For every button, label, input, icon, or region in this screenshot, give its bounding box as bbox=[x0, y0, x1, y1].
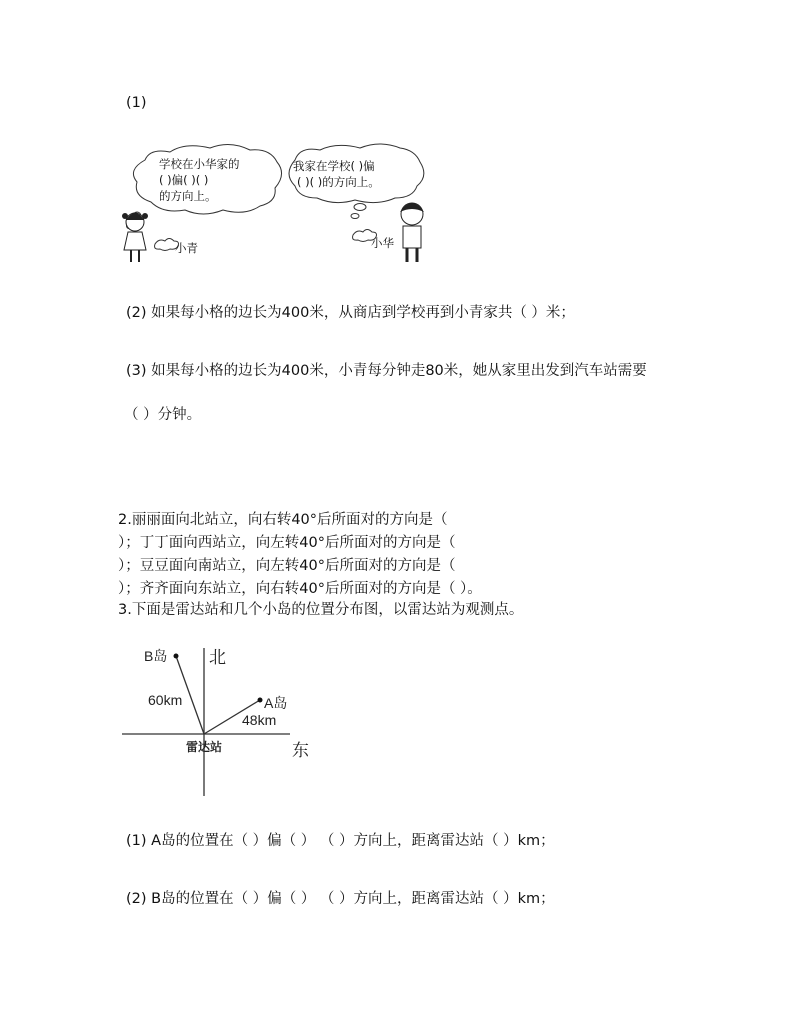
question3-sub2: (2) B岛的位置在（ ）偏（ ） （ ）方向上，距离雷达站（ ）km； bbox=[126, 891, 555, 907]
speech-illustration bbox=[115, 140, 455, 270]
island-b-label: B岛 bbox=[144, 648, 168, 664]
part1-label: (1) bbox=[126, 95, 147, 111]
question2-line-2: ）；丁丁面向西站立，向左转40°后所面对的方向是（ bbox=[118, 535, 456, 551]
boy-name-label: 小华 bbox=[371, 236, 394, 250]
island-b-distance: 60km bbox=[148, 692, 183, 708]
bubble-left-line-2: ( )偏( )( ) bbox=[159, 173, 209, 187]
question2-line-4: ）；齐齐面向东站立，向右转40°后所面对的方向是（ ）。 bbox=[118, 581, 482, 597]
bubble-left-line-1: 学校在小华家的 bbox=[159, 157, 240, 171]
part3-question-line1: (3) 如果每小格的边长为400米，小青每分钟走80米，她从家里出发到汽车站需要 bbox=[126, 363, 647, 379]
island-a-distance: 48km bbox=[242, 712, 277, 728]
radar-diagram bbox=[118, 638, 318, 798]
question3-sub1: (1) A岛的位置在（ ）偏（ ） （ ）方向上，距离雷达站（ ）km； bbox=[126, 833, 555, 849]
radar-station-label: 雷达站 bbox=[186, 740, 223, 754]
question2-line-1: 2.丽丽面向北站立，向右转40°后所面对的方向是（ bbox=[118, 512, 448, 528]
island-a-label: A岛 bbox=[264, 695, 288, 711]
question3-intro: 3.下面是雷达站和几个小岛的位置分布图，以雷达站为观测点。 bbox=[118, 602, 524, 618]
part2-question: (2) 如果每小格的边长为400米，从商店到学校再到小青家共（ ）米； bbox=[126, 305, 575, 321]
bubble-right-line-1: 我家在学校( )偏 bbox=[293, 159, 375, 173]
bubble-left-line-3: 的方向上。 bbox=[159, 189, 217, 203]
east-label: 东 bbox=[292, 741, 309, 760]
question2-line-3: ）；豆豆面向南站立，向左转40°后所面对的方向是（ bbox=[118, 558, 456, 574]
part3-question-line2: （ ）分钟。 bbox=[124, 407, 202, 423]
bubble-right-line-2: ( )( )的方向上。 bbox=[297, 175, 380, 189]
boy-figure bbox=[400, 203, 424, 262]
island-a-point bbox=[258, 698, 263, 703]
girl-figure bbox=[122, 213, 148, 262]
island-b-point bbox=[174, 654, 179, 659]
girl-name-label: 小青 bbox=[175, 241, 198, 255]
north-label: 北 bbox=[209, 648, 226, 667]
